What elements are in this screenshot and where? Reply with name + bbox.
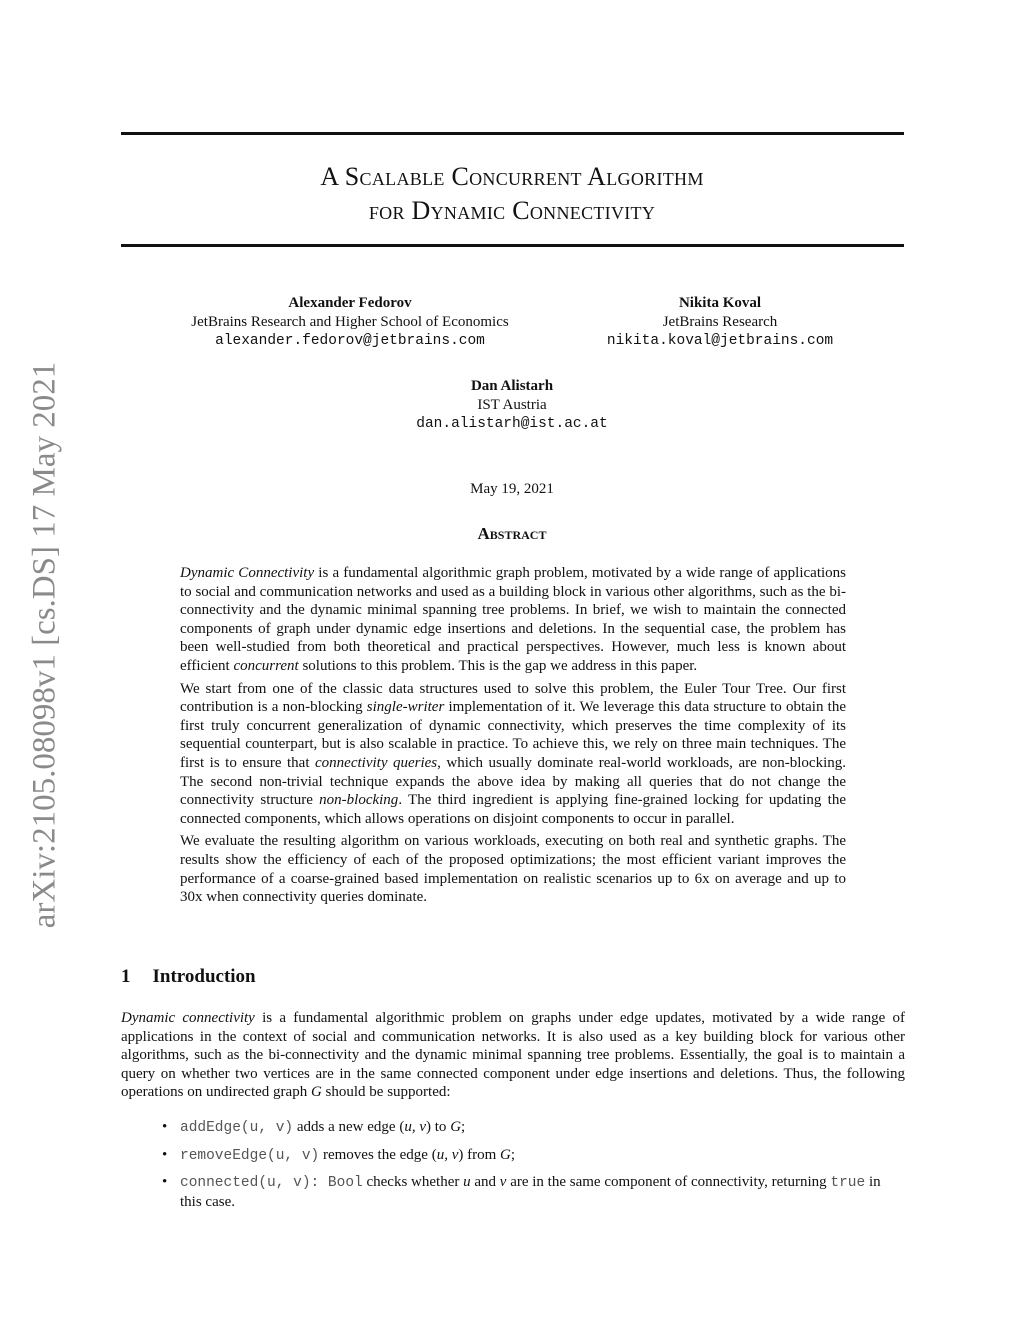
text-span: implementation of it. We leverage this data structure to obtain the first truly concurrent generalization of dynamic connectivity, which preserves the time complexity of its sequential counterpart, but is also scalable in practice. To achieve this, we rely on three main techniques. The first is to ensure that: [180, 699, 847, 771]
emphasis-span: single-writer: [366, 699, 445, 716]
author-block: [570, 294, 870, 351]
author-name: Alexander Fedorov: [288, 295, 412, 311]
code-span: removeEdge(u, v): [180, 1147, 320, 1164]
emphasis-span: connectivity queries: [315, 754, 438, 771]
author-affiliation: JetBrains Research: [662, 314, 778, 330]
paper-title: [0, 160, 1024, 228]
emphasis-span: non-blocking: [319, 792, 399, 809]
author-block: [150, 294, 550, 351]
paragraph: [180, 832, 846, 906]
text-span: is a fundamental algorithmic problem on graphs under edge updates, motivated by a wide range of applications in the context of social and communication networks. It is also used as a key building block for various other algorithms, such as the bi-connectivity and the dynamic minimal spanning tree problems. Essentially, the goal is to maintain a query on whether two vertices are in the same connected component under edge insertions and deletions. Thus, the following operations on undirected graph: [121, 1010, 905, 1101]
author-affiliation: IST Austria: [477, 397, 547, 413]
arxiv-stamp: arXiv:2105.08098v1 [cs.DS] 17 May 2021: [26, 361, 63, 929]
title-rule-top: [121, 132, 904, 135]
author-affiliation: JetBrains Research and Higher School of Economics: [191, 314, 509, 330]
title-line-1: A Scalable Concurrent Algorithm: [320, 162, 704, 191]
operation-item: [160, 1118, 905, 1138]
text-span: removes the edge (: [319, 1146, 437, 1163]
emphasis-span: concurrent: [233, 657, 299, 674]
emphasis-span: Dynamic connectivity: [121, 1010, 255, 1026]
intro-body: [121, 1009, 905, 1102]
author-email[interactable]: dan.alistarh@ist.ac.at: [416, 416, 608, 432]
emphasis-span: v: [499, 1174, 507, 1191]
code-span: addEdge(u, v): [180, 1120, 294, 1136]
author-block: [312, 377, 712, 434]
section-number: 1: [121, 966, 131, 987]
text-span: , which usually dominate real-world workloads, are non-blocking. The second non-trivial technique expands the above idea by making all queries that do not change the connectivity structure: [180, 754, 846, 809]
author-email[interactable]: nikita.koval@jetbrains.com: [606, 333, 834, 349]
emphasis-span: u, v: [436, 1146, 459, 1163]
title-rule-bottom: [121, 244, 904, 247]
emphasis-span: Dynamic Connectivity: [180, 565, 315, 581]
text-span: ;: [461, 1119, 466, 1135]
text-span: ) to: [426, 1119, 451, 1135]
paragraph: [180, 680, 846, 829]
paragraph: [180, 564, 846, 676]
text-span: are in the same component of connectivity, returning: [506, 1174, 831, 1191]
code-span: connected(u, v): Bool: [180, 1175, 363, 1192]
operation-item: [160, 1146, 905, 1166]
author-name: Dan Alistarh: [470, 378, 554, 394]
author-email[interactable]: alexander.fedorov@jetbrains.com: [215, 333, 485, 349]
paragraph: [121, 1009, 905, 1102]
paper-date: May 19, 2021: [470, 481, 554, 497]
code-span: true: [830, 1175, 866, 1192]
author-name: Nikita Koval: [678, 295, 762, 311]
emphasis-span: G: [450, 1119, 462, 1135]
text-span: and: [470, 1174, 500, 1191]
emphasis-span: u, v: [404, 1119, 427, 1135]
emphasis-span: G: [310, 1084, 322, 1101]
operations-list: [160, 1118, 905, 1219]
section-title: Introduction: [152, 966, 256, 987]
title-line-2: for Dynamic Connectivity: [368, 196, 656, 225]
text-span: is a fundamental algorithmic graph problem, motivated by a wide range of applications to social and communication networks and used as a building block in various other algorithms, such as the bi-connectivity and the dynamic minimal spanning tree problems. In brief, we wish to maintain the connected components of graph under dynamic edge insertions and deletions. In the sequential case, the problem has been well-studied from both theoretical and practical perspectives. However, much less is known about efficient: [180, 565, 846, 674]
text-span: in this case.: [180, 1174, 881, 1210]
section-heading: [121, 966, 256, 988]
abstract-heading: Abstract: [477, 524, 547, 543]
text-span: solutions to this problem. This is the gap we address in this paper.: [298, 657, 698, 674]
text-span: We evaluate the resulting algorithm on various workloads, executing on both real and synthetic graphs. The results show the efficiency of each of the proposed optimizations; the most efficient variant improves the performance of a coarse-grained based implementation on realistic scenarios up to 6x on average and up to 30x when connectivity queries dominate.: [180, 833, 846, 906]
operation-item: [160, 1173, 905, 1211]
text-span: checks whether: [362, 1174, 464, 1191]
text-span: should be supported:: [321, 1084, 451, 1101]
text-span: ) from: [458, 1146, 501, 1163]
emphasis-span: u: [463, 1174, 471, 1191]
emphasis-span: G: [500, 1146, 511, 1163]
text-span: We start from one of the classic data structures used to solve this problem, the Euler Tour Tree. Our first contribution is a non-blocking: [180, 680, 846, 716]
abstract-body: [180, 564, 846, 911]
text-span: adds a new edge (: [293, 1119, 405, 1135]
text-span: ;: [510, 1146, 516, 1163]
text-span: . The third ingredient is applying fine-grained locking for updating the connected components, which allows operations on disjoint components to occur in parallel.: [180, 792, 846, 827]
